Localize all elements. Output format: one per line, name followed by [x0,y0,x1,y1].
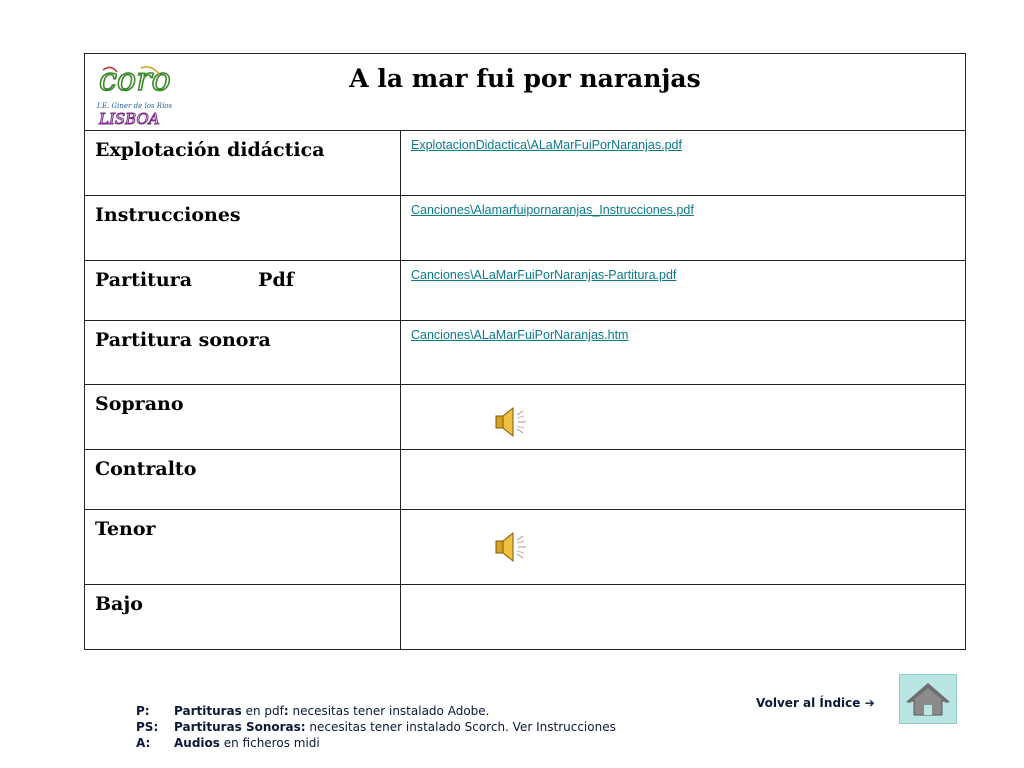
note-text: en pdf [241,704,284,718]
row-label-cell [85,385,401,450]
logo-text-bottom: LISBOA [99,110,160,126]
row-label: Explotación didáctica [95,139,325,161]
row-value-cell [401,450,966,510]
note-text: en ficheros midi [219,736,320,750]
row-label-cell [85,321,401,385]
header-cell [85,54,966,131]
notes-block [136,703,616,751]
note-line [136,703,616,719]
home-icon [900,675,956,723]
note-bold: Audios [174,736,220,750]
row-label-cell [85,450,401,510]
note-bold: Partituras [174,704,242,718]
speaker-icon[interactable] [493,530,529,564]
row-value-cell [401,385,966,450]
row-label: Partitura sonora [95,329,271,351]
home-button[interactable] [899,674,957,724]
row-label: Partitura Pdf [95,269,294,291]
logo-text-mid: I.E. Giner de los Ríos [97,102,173,110]
instrucciones-link[interactable]: Canciones\Alamarfuipornaranjas_Instrucciones.pdf [411,203,694,217]
partitura-pdf-link[interactable]: Canciones\ALaMarFuiPorNaranjas-Partitura.pdf [411,268,677,282]
song-info-table [84,53,966,650]
row-label: Bajo [95,593,143,615]
logo-text-top: coro [99,60,171,98]
note-line [136,719,616,735]
row-value-cell [401,196,966,261]
note-key: P: [136,704,150,718]
note-bold-2: : [283,704,289,718]
row-label-cell [85,585,401,650]
row-label: Soprano [95,393,184,415]
note-key: A: [136,736,151,750]
row-label-cell [85,196,401,261]
row-value-cell [401,321,966,385]
note-text-2: necesitas tener instalado Adobe. [288,704,490,718]
row-label: Instrucciones [95,204,241,226]
row-value-cell [401,510,966,585]
note-line [136,735,616,751]
row-label-cell [85,261,401,321]
row-label-cell [85,510,401,585]
row-value-cell [401,585,966,650]
row-label: Contralto [95,458,197,480]
row-value-cell [401,131,966,196]
row-label-cell [85,131,401,196]
speaker-icon[interactable] [493,405,529,439]
row-label: Tenor [95,518,156,540]
partitura-sonora-link[interactable]: Canciones\ALaMarFuiPorNaranjas.htm [411,328,629,342]
page-title: A la mar fui por naranjas [349,64,701,93]
explotacion-link[interactable]: ExplotacionDidactica\ALaMarFuiPorNaranjas.pdf [411,138,682,152]
note-text: necesitas tener instalado Scorch. Ver Instrucciones [305,720,616,734]
back-to-index-link[interactable]: Volver al Índice ➔ [756,696,875,710]
note-key: PS: [136,720,159,734]
note-bold: Partituras Sonoras: [174,720,306,734]
row-value-cell [401,261,966,321]
